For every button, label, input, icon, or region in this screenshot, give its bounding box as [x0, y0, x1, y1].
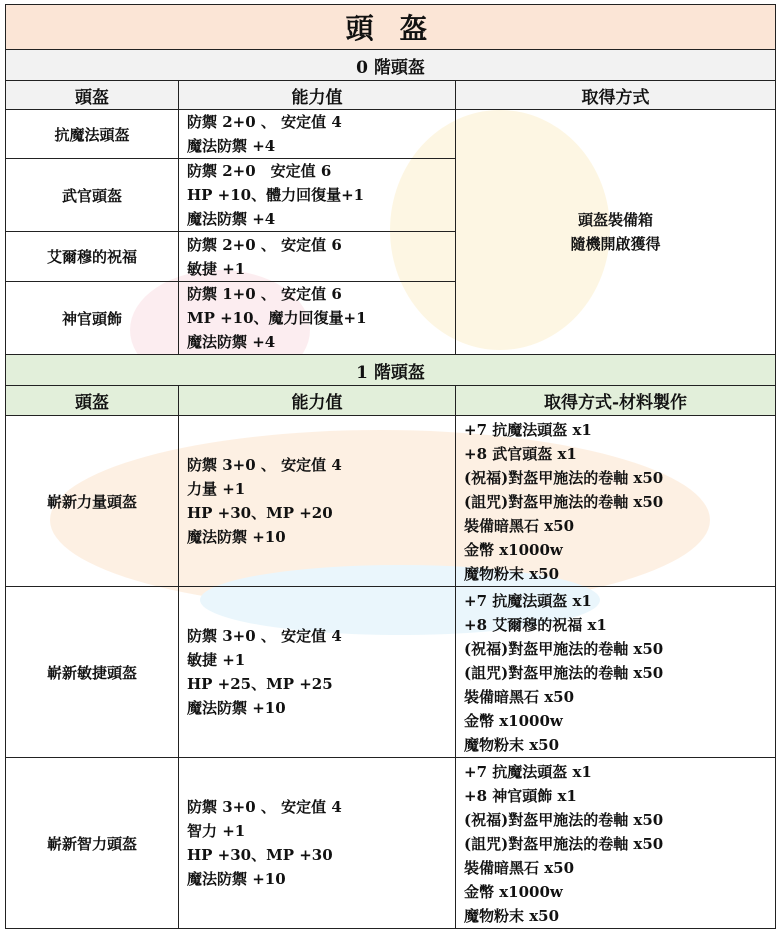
text-line: +7 抗魔法頭盔 x1 [464, 421, 592, 439]
text-line: 金幣 x1000w [464, 712, 563, 730]
text-line: 魔法防禦 +4 [187, 210, 276, 228]
text-line: +7 抗魔法頭盔 x1 [464, 763, 592, 781]
helmet-name: 嶄新力量頭盔 [6, 416, 179, 587]
text-line: MP +10、魔力回復量+1 [187, 309, 367, 327]
text-line: HP +10、體力回復量+1 [187, 186, 365, 204]
text-line: 防禦 2+0 安定值 6 [187, 162, 332, 180]
tier1-heading: 1 階頭盔 [6, 355, 776, 386]
crafting-materials [456, 587, 776, 758]
text-line: HP +30、MP +30 [187, 846, 333, 864]
text-line: 防禦 2+0 、 安定值 4 [187, 113, 342, 131]
text-line: (祝福)對盔甲施法的卷軸 x50 [464, 469, 664, 487]
acquire-method [456, 110, 776, 355]
text-line: 防禦 2+0 、 安定值 6 [187, 235, 342, 254]
text-line: 防禦 3+0 、 安定值 4 [187, 798, 342, 816]
text-line: 力量 +1 [187, 480, 246, 498]
table-row [6, 758, 776, 929]
text-line: (詛咒)對盔甲施法的卷軸 x50 [464, 835, 664, 853]
text-line: HP +30、MP +20 [187, 504, 333, 522]
helmet-stats [179, 232, 456, 282]
helmet-stats [179, 416, 456, 587]
helmet-stats [179, 587, 456, 758]
table-row [6, 587, 776, 758]
text-line: 智力 +1 [187, 822, 246, 840]
table-row [6, 110, 776, 159]
text-line: 魔物粉末 x50 [464, 565, 560, 583]
text-line: 魔物粉末 x50 [464, 907, 560, 925]
helmet-stats [179, 282, 456, 355]
col-header-acquire: 取得方式 [456, 81, 776, 110]
helmet-name: 嶄新敏捷頭盔 [6, 587, 179, 758]
table-row [6, 416, 776, 587]
text-line: 魔法防禦 +4 [187, 333, 276, 351]
text-line: 敏捷 +1 [187, 651, 246, 669]
helmet-name: 艾爾穆的祝福 [6, 232, 179, 282]
text-line: (詛咒)對盔甲施法的卷軸 x50 [464, 664, 664, 682]
text-line: HP +25、MP +25 [187, 675, 333, 693]
text-line: 防禦 3+0 、 安定值 4 [187, 627, 342, 645]
text-line: 魔法防禦 +10 [187, 699, 286, 717]
helmet-name: 武官頭盔 [6, 159, 179, 232]
text-line: 防禦 3+0 、 安定值 4 [187, 456, 342, 474]
text-line: 隨機開啟獲得 [570, 235, 661, 253]
col-header-stats: 能力值 [179, 386, 456, 416]
text-line: (祝福)對盔甲施法的卷軸 x50 [464, 640, 664, 658]
text-line: +8 艾爾穆的祝福 x1 [464, 616, 607, 634]
text-line: 金幣 x1000w [464, 541, 563, 559]
helmet-name: 神官頭飾 [6, 282, 179, 355]
page-title: 頭 盔 [6, 5, 776, 50]
text-line: 魔法防禦 +10 [187, 528, 286, 546]
helmet-name: 抗魔法頭盔 [6, 110, 179, 159]
text-line: 魔法防禦 +10 [187, 870, 286, 888]
text-line: 魔物粉末 x50 [464, 736, 560, 754]
text-line: 裝備暗黑石 x50 [464, 517, 575, 535]
col-header-helmet: 頭盔 [6, 81, 179, 110]
helmet-name: 嶄新智力頭盔 [6, 758, 179, 929]
helmet-stats [179, 159, 456, 232]
crafting-materials [456, 758, 776, 929]
crafting-materials [456, 416, 776, 587]
text-line: 頭盔裝備箱 [578, 211, 654, 229]
text-line: +8 神官頭飾 x1 [464, 787, 577, 805]
helmet-stats [179, 110, 456, 159]
text-line: (詛咒)對盔甲施法的卷軸 x50 [464, 493, 664, 511]
helmet-stats [179, 758, 456, 929]
text-line: +8 武官頭盔 x1 [464, 445, 577, 463]
col-header-helmet: 頭盔 [6, 386, 179, 416]
text-line: 裝備暗黑石 x50 [464, 688, 575, 706]
text-line: (祝福)對盔甲施法的卷軸 x50 [464, 811, 664, 829]
text-line: +7 抗魔法頭盔 x1 [464, 592, 592, 610]
col-header-materials: 取得方式-材料製作 [456, 386, 776, 416]
helmet-table [5, 4, 776, 929]
tier0-heading: 0 階頭盔 [6, 50, 776, 81]
text-line: 裝備暗黑石 x50 [464, 859, 575, 877]
text-line: 防禦 1+0 、 安定值 6 [187, 285, 342, 303]
text-line: 魔法防禦 +4 [187, 137, 276, 155]
text-line: 敏捷 +1 [187, 259, 246, 278]
text-line: 金幣 x1000w [464, 883, 563, 901]
col-header-stats: 能力值 [179, 81, 456, 110]
